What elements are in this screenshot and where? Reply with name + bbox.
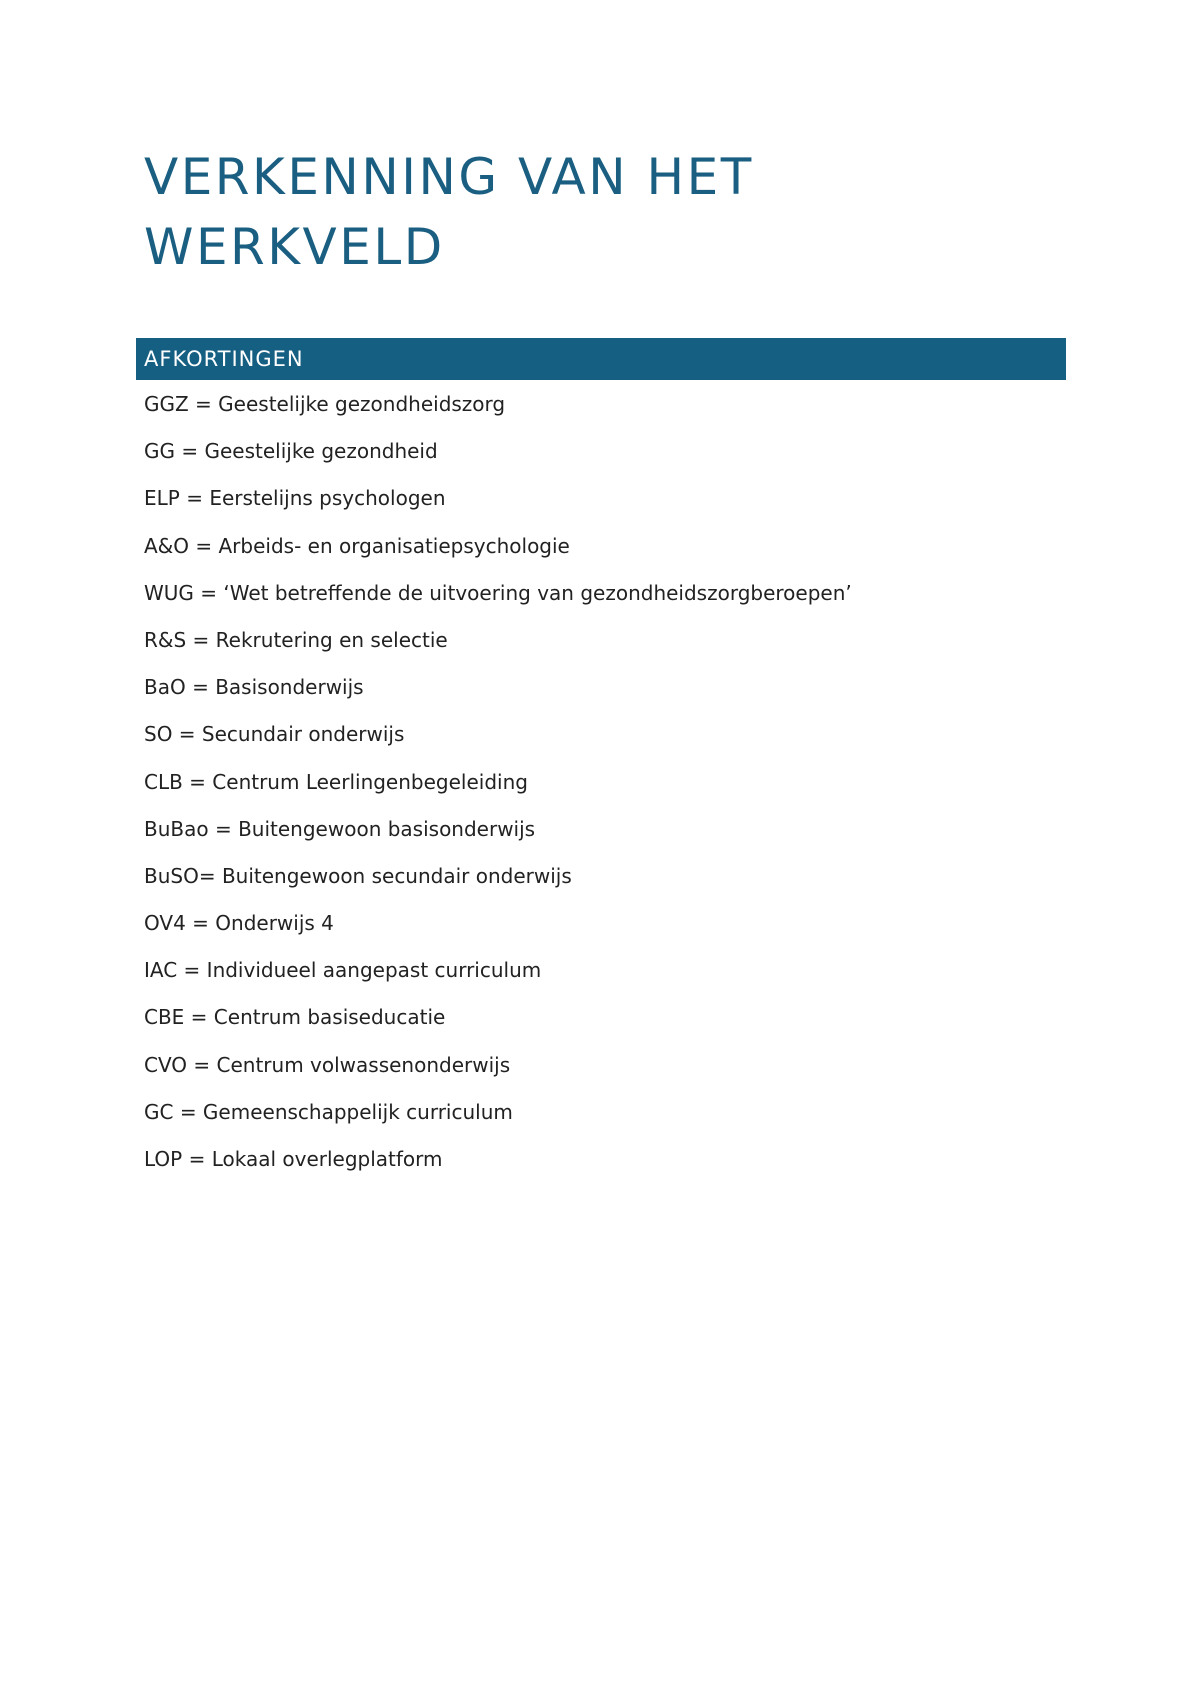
abbreviation-item: ELP = Eerstelijns psychologen [144, 486, 446, 511]
abbreviation-item: GG = Geestelijke gezondheid [144, 439, 438, 464]
abbreviation-list [144, 389, 852, 1191]
abbreviation-item: CLB = Centrum Leerlingenbegeleiding [144, 769, 528, 794]
abbreviation-item: CBE = Centrum basiseducatie [144, 1005, 446, 1030]
section-heading: AFKORTINGEN [144, 347, 304, 371]
abbreviation-item: OV4 = Onderwijs 4 [144, 911, 334, 936]
abbreviation-item: LOP = Lokaal overlegplatform [144, 1147, 443, 1171]
abbreviation-item: IAC = Individueel aangepast curriculum [144, 958, 542, 983]
abbreviation-item: BuSO= Buitengewoon secundair onderwijs [144, 863, 572, 888]
abbreviation-item: SO = Secundair onderwijs [144, 722, 405, 747]
abbreviation-item: R&S = Rekrutering en selectie [144, 627, 448, 652]
abbreviation-item: CVO = Centrum volwassenonderwijs [144, 1052, 511, 1077]
abbreviation-item: GC = Gemeenschappelijk curriculum [144, 1099, 513, 1124]
abbreviation-item: A&O = Arbeids- en organisatiepsychologie [144, 533, 570, 558]
section-header-band [136, 338, 1066, 380]
page-title: VERKENNING VAN HET WERKVELD [144, 148, 754, 276]
abbreviation-item: BuBao = Buitengewoon basisonderwijs [144, 816, 536, 841]
abbreviation-item: BaO = Basisonderwijs [144, 675, 364, 700]
abbreviation-item: WUG = ‘Wet betreffende de uitvoering van gezondheidszorgberoepen’ [144, 580, 852, 605]
abbreviation-item: GGZ = Geestelijke gezondheidszorg [144, 392, 506, 416]
